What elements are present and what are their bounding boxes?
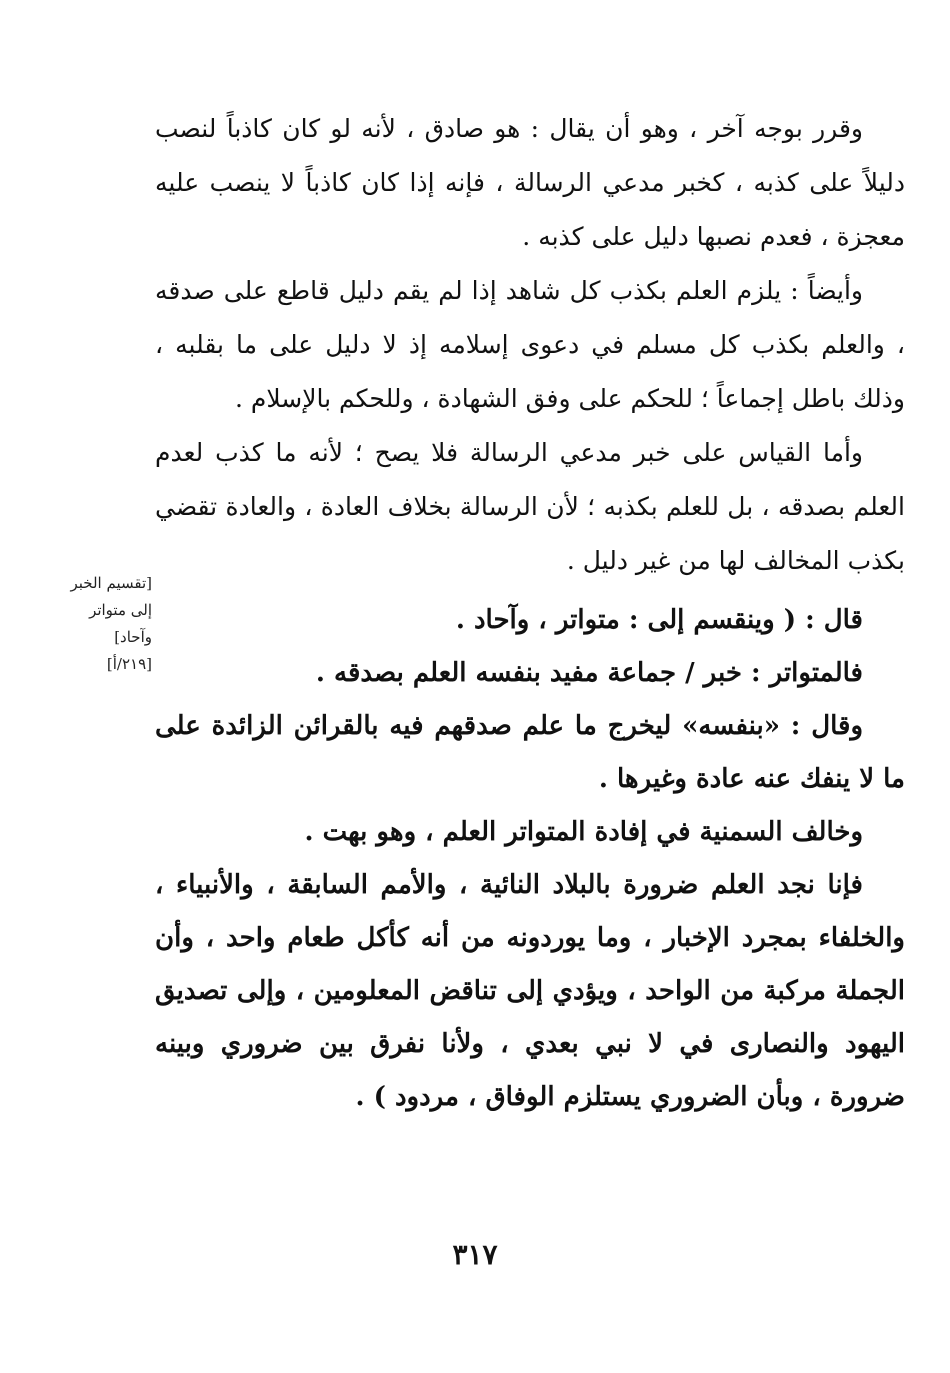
matn-necessary-knowledge: فإنا نجد العلم ضرورة بالبلاد النائية ، والأمم السابقة ، والأنبياء ، والخلفاء بمجرد الإخبار ، وما يوردونه من أنه كأكل طعام واحد ، وأن الجملة مركبة من الواحد ، ويؤدي إلى تناقض المعلومين ، وإلى تصديق اليهود والنصارى في لا نبي بعدي ، ولأنا نفرق بين ضروري وبينه ضرورة ، وبأن الضروري يستلزم الوفاق ، مردود ) . [155,870,905,1112]
paragraph-witness-argument: وأيضاً : يلزم العلم بكذب كل شاهد إذا لم يقم دليل قاطع على صدقه ، والعلم بكذب كل مسلم في دعوى إسلامه إذ لا دليل على ما بقلبه ، وذلك باطل إجماعاً ؛ للحكم على وفق الشهادة ، وللحكم بالإسلام . [155,276,905,413]
margin-note-line: [تقسيم الخبر [70,574,152,592]
matn-mutawatir-definition: فالمتواتر : خبر / جماعة مفيد بنفسه العلم بصدقه . [315,658,863,688]
margin-note-line: وآحاد] [114,628,152,646]
matn-sumaniyya-dissent: وخالف السمنية في إفادة المتواتر العلم ، وهو بهت . [304,817,863,847]
matn-division-heading: قال : ( وينقسم إلى : متواتر ، وآحاد . [455,605,863,635]
matn-binafsihi-note: وقال : «بنفسه» ليخرج ما علم صدقهم فيه بالقرائن الزائدة على ما لا ينفك عنه عادة وغيرها . [155,711,905,794]
margin-note-line: إلى متواتر [89,601,152,619]
main-text [155,102,905,1124]
paragraph-second-argument: وقرر بوجه آخر ، وهو أن يقال : هو صادق ، لأنه لو كان كاذباً لنصب دليلاً على كذبه ، كخبر مدعي الرسالة ، فإنه إذا كان كاذباً لا ينصب عليه معجزة ، فعدم نصبها دليل على كذبه . [155,114,905,251]
paragraph-analogy-reply: وأما القياس على خبر مدعي الرسالة فلا يصح ؛ لأنه ما كذب لعدم العلم بصدقه ، بل للعلم بكذبه ؛ لأن الرسالة بخلاف العادة ، والعادة تقضي بكذب المخالف لها من غير دليل . [155,438,905,575]
margin-note [40,570,152,678]
page-number: ٣١٧ [452,1238,498,1271]
margin-note-folio: [٢١٩/أ] [106,655,152,673]
